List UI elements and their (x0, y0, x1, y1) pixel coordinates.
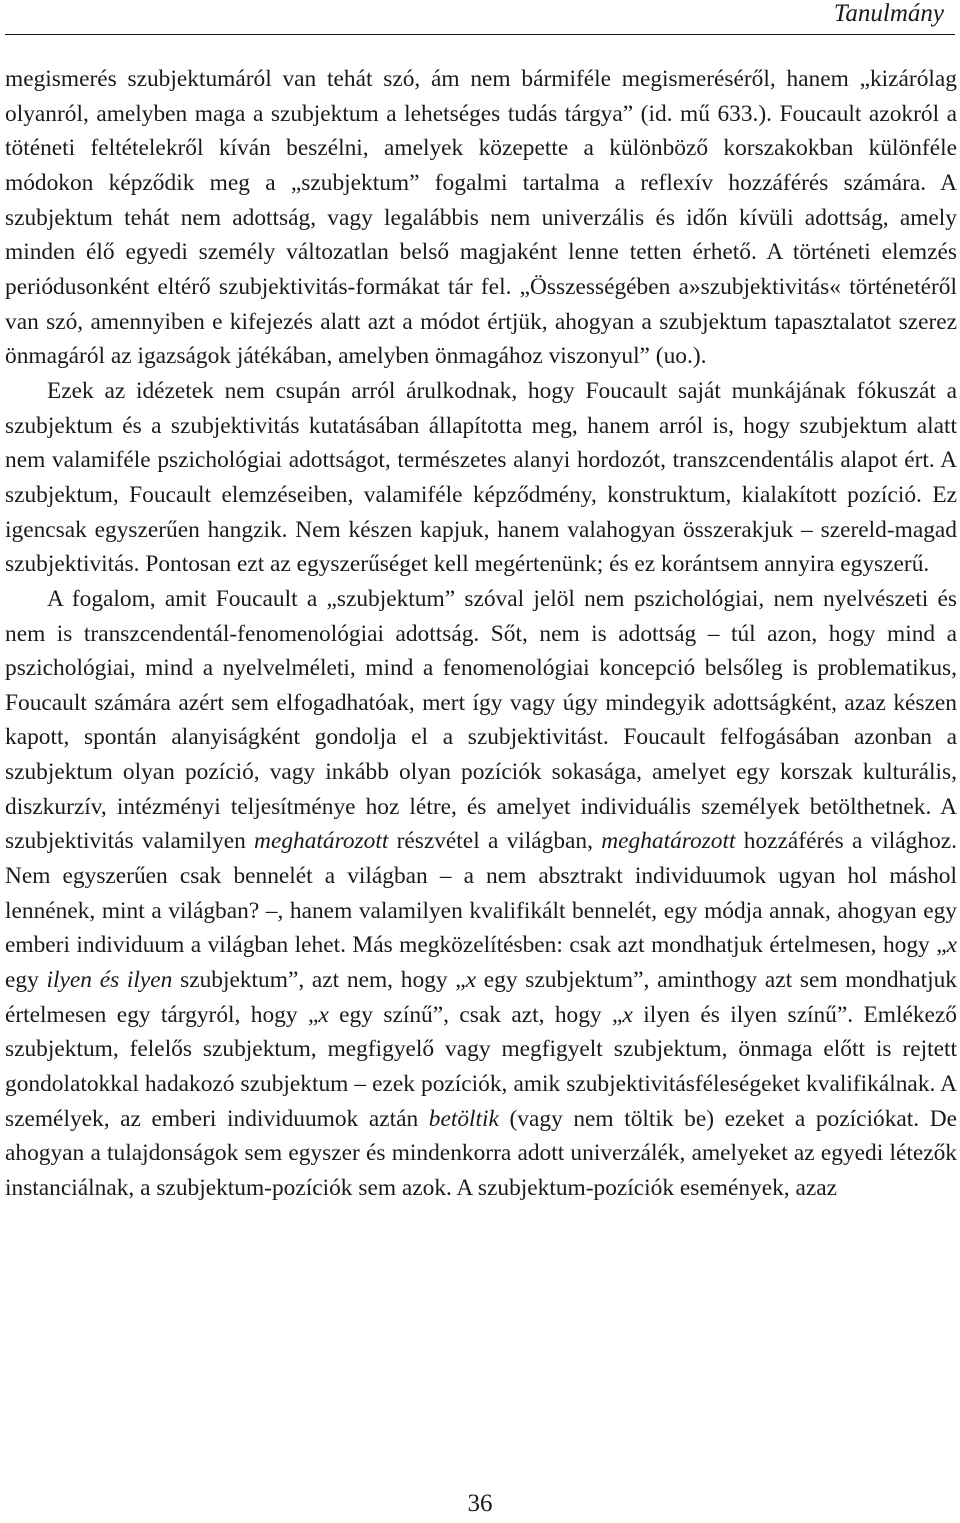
article-body (5, 62, 957, 1206)
header-rule (5, 34, 955, 35)
page-number: 36 (467, 1490, 493, 1517)
paragraph (5, 62, 957, 374)
italic-text: x (946, 932, 957, 959)
italic-text: meghatározott (254, 828, 389, 855)
italic-text: x (318, 1001, 329, 1028)
running-header-title: Tanulmány (833, 0, 944, 27)
text-run: szubjektum”, azt nem, hogy „ (172, 967, 466, 994)
text-run: (vagy nem töltik be) ezeket a pozíciókat. De ahogyan a tulajdonságok sem egyszer és mindenkorra adott univerzálék, amelyeket az egyedi létezők instanciálnak, a szubjektum-pozíciók sem azok. A szubjektum-pozíciók események, azaz (5, 1105, 957, 1201)
italic-text: meghatározott (601, 828, 736, 855)
italic-text: betöltik (428, 1105, 499, 1132)
italic-text: x (465, 967, 477, 994)
text-run: hozzáférés a világhoz. Nem egyszerűen csak bennelét a világban – a nem absztrakt individuumok ugyan hol máshol lennének, mint a világban? –, hanem valamilyen kvalifikált bennelét, egy módja annak, ahogyan egy emberi individuum a világban lehet. Más megközelítésben: csak azt mondhatjuk értelmesen, hogy „ (5, 828, 957, 959)
italic-text: ilyen és ilyen (46, 967, 173, 994)
text-run: egy színű”, csak azt, hogy „ (328, 1001, 623, 1028)
text-run: ilyen és ilyen színű”. Emlékező szubjektum, felelős szubjektum, megfigyelő vagy megfigyelt szubjektum, önmaga előtt is rejtett gondolatokkal hadakozó szubjektum – ezek pozíciók, amik szubjektivitásféleségeket kvalifikálnak. A személyek, az emberi individuumok aztán (5, 1001, 958, 1132)
text-run: egy (5, 967, 47, 994)
paragraph (5, 374, 957, 582)
text-run: egy szubjektum”, aminthogy azt sem mondhatjuk értelmesen egy tárgyról, hogy „ (5, 967, 957, 1028)
running-header (0, 0, 960, 33)
text-run: A fogalom, amit Foucault a „szubjektum” szóval jelöl nem pszichológiai, nem nyelvészeti és nem is transzcendentál-fenomenológiai adottság. Sőt, nem is adottság – túl azon, hogy mind a pszichológiai, mind a nyelvelméleti, mind a fenomenológiai koncepció belsőleg is problematikus, Foucault számára azért sem elfogadhatóak, mert így vagy úgy mindegyik adottságként, azaz készen kapott, spontán alanyiságként gondolja el a szubjektivitást. Foucault felfogásában azonban a szubjektum olyan pozíció, vagy inkább olyan pozíciók sokasága, amelyet egy korszak kulturális, diszkurzív, intézményi teljesítménye hoz létre, és amelyet individuális személyek betölthetnek. A szubjektivitás valamilyen (5, 585, 957, 855)
italic-text: x (622, 1001, 633, 1028)
text-run: részvétel a világban, (388, 828, 602, 855)
text-run: megismerés szubjektumáról van tehát szó, ám nem bármiféle megismeréséről, hanem „kizárólag olyanról, amelyben maga a szubjektum a lehetséges tudás tárgya” (id. mű 633.). Foucault azokról a töténeti feltételekről kíván beszélni, amelyek közepette a különböző korszakokban különféle módokon képződik meg a „szubjektum” fogalmi tartalma a reflexív hozzáférés számára. A szubjektum tehát nem adottság, vagy legalábbis nem univerzális és időn kívüli adottság, amely minden élő egyedi személy változatlan belső magjaként lenne tetten érhető. A történeti elemzés periódusonként eltérő szubjektivitás-formákat tár fel. „Összességében a»szubjektivitás« történetéről van szó, amennyiben e kifejezés alatt azt a módot értjük, ahogyan a szubjektum tapasztalatot szerez önmagáról az igazságok játékában, amelyben önmagához viszonyul” (uo.). (5, 66, 957, 370)
text-run: Ezek az idézetek nem csupán arról árulkodnak, hogy Foucault saját munkájának fókuszát a szubjektum és a szubjektivitás kutatásában állapította meg, hanem arról is, hogy szubjektum alatt nem valamiféle pszichológiai adottságot, természetes alanyi hordozót, transzcendentális alapot ért. A szubjektum, Foucault elemzéseiben, valamiféle képződmény, konstruktum, kialakított pozíció. Ez igencsak egyszerűen hangzik. Nem készen kapjuk, hanem valahogyan összerakjuk – szereld-magad szubjektivitás. Pontosan ezt az egyszerűséget kell megértenünk; és ez korántsem annyira egyszerű. (5, 377, 957, 578)
paragraph (5, 582, 957, 1206)
